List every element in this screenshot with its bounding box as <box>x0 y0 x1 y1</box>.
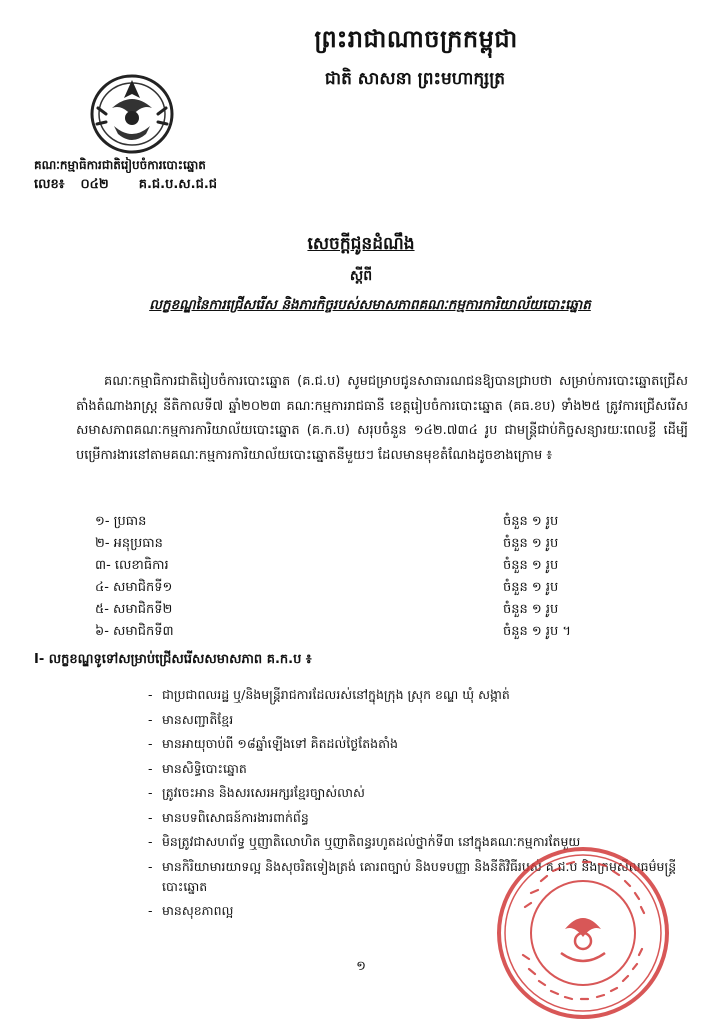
dash-bullet-icon: - <box>148 809 153 825</box>
list-item <box>95 513 655 535</box>
dash-bullet-icon: - <box>148 858 153 874</box>
requirement-text: មានអាយុចាប់ពី ១៨ឆ្នាំឡើងទៅ គិតដល់ថ្ងៃតែងតាំង <box>162 736 398 751</box>
role-count: ចំនួន ១ រូប <box>503 536 559 551</box>
committee-name: គណៈកម្មាធិការជាតិរៀបចំការបោះឆ្នោត <box>34 158 206 172</box>
role-label: ១- ប្រធាន <box>95 514 147 529</box>
national-motto: ជាតិ សាសនា ព្រះមហាក្សត្រ <box>324 69 506 89</box>
title-about: ស្តីពី <box>349 268 373 284</box>
document-number: ០៤២ <box>80 177 109 192</box>
kingdom-heading: ព្រះរាជាណាចក្រកម្ពុជា <box>314 25 518 53</box>
role-count: ចំនួន ១ រូប <box>503 514 559 529</box>
list-item <box>148 783 708 803</box>
reference-number-line <box>34 176 217 195</box>
list-item <box>148 685 708 705</box>
role-label: ៣- លេខាធិការ <box>95 558 169 573</box>
page-number: ១ <box>356 959 366 974</box>
role-label: ៤- សមាជិកទី១ <box>95 580 173 595</box>
requirement-text: មានបទពិសោធន៍ការងារពាក់ព័ន្ធ <box>162 809 309 825</box>
list-item <box>148 808 708 828</box>
document-subject: លក្ខខណ្ឌនៃការជ្រើសរើស និងភារកិច្ចរបស់សមាសភាពគណៈកម្មការការិយាល័យបោះឆ្នោត <box>149 297 591 313</box>
section-heading: I- លក្ខខណ្ឌទូទៅសម្រាប់ជ្រើសរើសសមាសភាព គ.ក.ប ៖ <box>34 652 312 667</box>
list-item <box>148 759 708 779</box>
dash-bullet-icon: - <box>148 736 153 751</box>
dash-bullet-icon: - <box>148 903 153 918</box>
official-seal-stamp <box>495 845 671 1021</box>
role-label: ៥- សមាជិកទី២ <box>95 602 173 617</box>
requirement-text: មានសញ្ជាតិខ្មែរ <box>162 711 234 727</box>
requirement-text: ត្រូវចេះអាន និងសរសេរអក្សរខ្មែរច្បាស់លាស់ <box>162 785 365 800</box>
list-item <box>95 557 655 579</box>
list-item <box>148 710 708 730</box>
dash-bullet-icon: - <box>148 687 153 702</box>
list-item <box>95 601 655 623</box>
dash-bullet-icon: - <box>148 711 153 727</box>
requirement-text: មានសិទ្ធិបោះឆ្នោត <box>162 760 247 776</box>
document-code: គ.ជ.ប.ស.ជ.ជ <box>138 177 218 192</box>
number-label: លេខ៖ <box>34 177 65 192</box>
list-item <box>95 623 655 645</box>
role-list <box>95 513 655 645</box>
requirement-text: មានសុខភាពល្អ <box>162 903 234 918</box>
list-item <box>95 535 655 557</box>
list-item <box>95 579 655 601</box>
dash-bullet-icon: - <box>148 834 153 849</box>
body-paragraph-text: គណៈកម្មាធិការជាតិរៀបចំការបោះឆ្នោត (គ.ជ.ប) សូមជម្រាបជូនសាធារណជនឱ្យបានជ្រាបថា សម្រាប់ការបោះឆ្នោតជ្រើសតាំងតំណាងរាស្ត្រ នីតិកាលទី៧ ឆ្នាំ២០២៣ គណៈកម្មការរាជធានី ខេត្តរៀបចំការបោះឆ្នោត (គធ.ខប) ទាំង២៥ ត្រូវការជ្រើសរើសសមាសភាពគណៈកម្មការការិយាល័យបោះឆ្នោត (គ.ក.ប) សរុបចំនួន ១៤២.៧៣៤ រូប ជាមន្ត្រីជាប់កិច្ចសន្យារយៈពេលខ្លី ដើម្បីបម្រើការងារនៅតាមគណៈកម្មការការិយាល័យបោះឆ្នោតនីមួយៗ ដែលមានមុខតំណែងដូចខាងក្រោម ៖ <box>76 374 688 463</box>
role-label: ២- អនុប្រធាន <box>95 536 163 551</box>
document-title: សេចក្តីជូនដំណឹង <box>307 234 415 254</box>
role-count: ចំនួន ១ រូប <box>503 580 559 595</box>
nec-emblem-logo <box>84 68 180 156</box>
dash-bullet-icon: - <box>148 760 153 776</box>
role-count: ចំនួន ១ រូប <box>503 602 559 617</box>
requirement-text: មិនត្រូវជាសហព័ទ្ធ ឬញាតិលោហិត ឬញាតិពន្ធរហូតដល់ថ្នាក់ទី៣ នៅក្នុងគណៈកម្មការតែមួយ <box>162 834 581 849</box>
role-count: ចំនួន ១ រូប ។ <box>503 624 571 639</box>
dash-bullet-icon: - <box>148 785 153 800</box>
role-label: ៦- សមាជិកទី៣ <box>95 624 174 639</box>
list-item <box>148 734 708 754</box>
body-paragraph <box>76 370 688 468</box>
requirement-text: ជាប្រជាពលរដ្ឋ ឬ/និងមន្ត្រីរាជការដែលរស់នៅក្នុងក្រុង ស្រុក ខណ្ឌ ឃុំ សង្កាត់ <box>162 687 510 702</box>
role-count: ចំនួន ១ រូប <box>503 558 559 573</box>
requirement-text: មានកិរិយាមារយាទល្អ និងសុចរិតទៀងត្រង់ គោរពច្បាប់ និងបទបញ្ញា និងនីតិវិធីរបស់ គ.ជ.ប និងក្រមសីលធម៌មន្ត្រីបោះឆ្នោត <box>162 858 677 894</box>
